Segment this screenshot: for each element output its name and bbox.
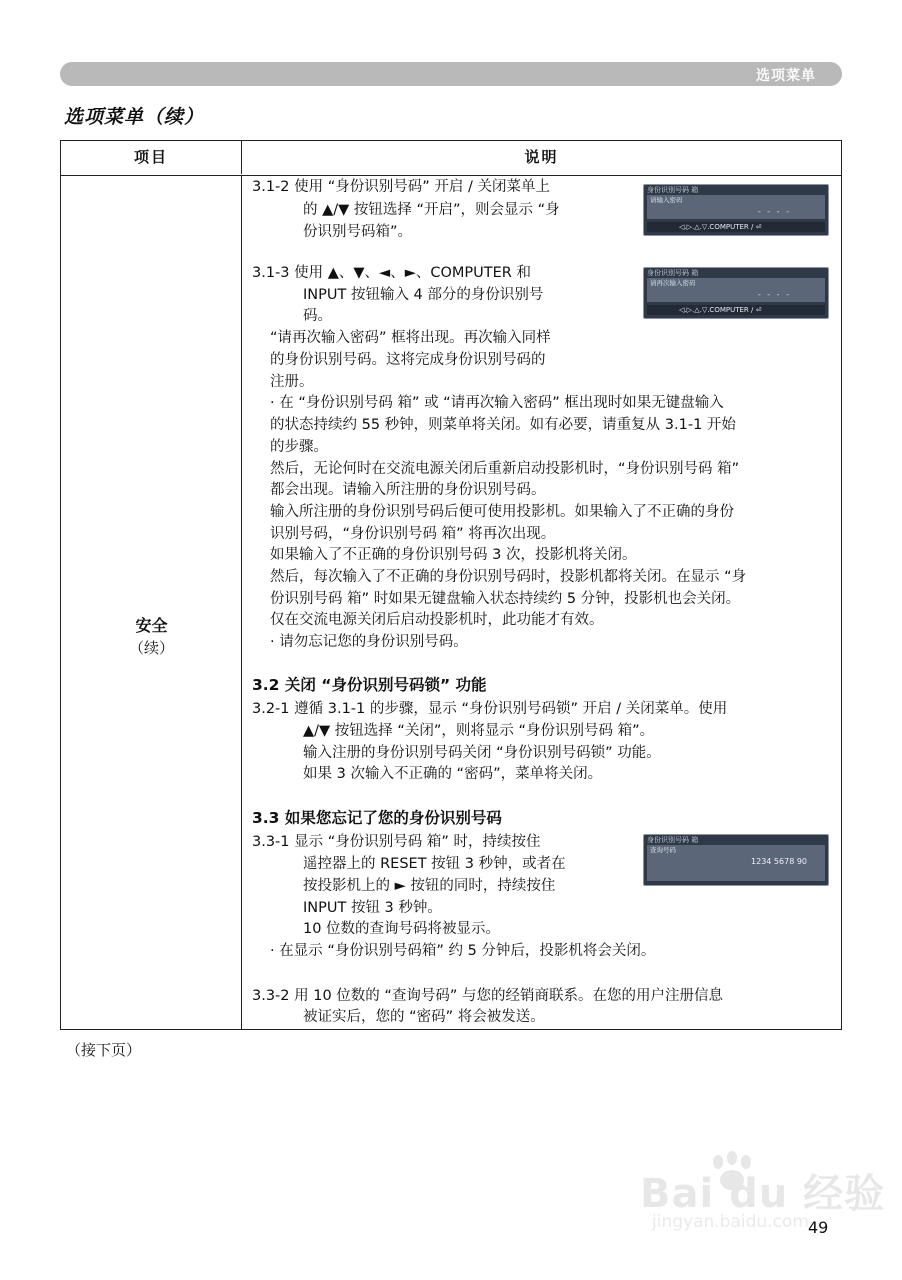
s313-line: 码。 bbox=[303, 308, 332, 324]
category-sub: （续） bbox=[128, 639, 174, 657]
screen-key-bar bbox=[647, 222, 825, 232]
s321-line: 输入注册的身份识别号码关闭 “身份识别号码锁” 功能。 bbox=[303, 745, 661, 761]
s312-line: 的 ▲/▼ 按钮选择 “开启”，则会显示 “身 bbox=[303, 202, 560, 218]
s313-line: · 请勿忘记您的身份识别号码。 bbox=[270, 634, 468, 650]
screen-body bbox=[647, 195, 825, 219]
s313-line: 都会出现。请输入所注册的身份识别号码。 bbox=[270, 482, 546, 498]
column-header-description: 说明 bbox=[524, 148, 559, 166]
screen-title: 身份识别号码 箱 bbox=[647, 269, 699, 277]
screen-prompt: 查询号码 bbox=[650, 846, 676, 854]
category-name: 安全 bbox=[135, 616, 168, 635]
screen-title: 身份识别号码 箱 bbox=[647, 836, 699, 844]
s313-line: 识别号码，“身份识别号码 箱” 将再次出现。 bbox=[270, 526, 556, 542]
s321-line: 如果 3 次输入不正确的 “密码”，菜单将关闭。 bbox=[303, 766, 603, 782]
section-3-2-title: 3.2 关闭 “身份识别号码锁” 功能 bbox=[252, 676, 487, 694]
s313-line: 输入所注册的身份识别号码后便可使用投影机。如果输入了不正确的身份 bbox=[270, 504, 734, 520]
s313-line: 仅在交流电源关闭后启动投影机时，此功能才有效。 bbox=[270, 612, 604, 628]
pin-digits: - - - - bbox=[757, 290, 791, 299]
s331-line: 3.3-1 显示 “身份识别号码 箱” 时，持续按住 bbox=[252, 834, 541, 850]
pin-box-screen bbox=[643, 184, 829, 236]
page-number: 49 bbox=[808, 1218, 829, 1237]
s312-line: 3.1-2 使用 “身份识别号码” 开启 / 关闭菜单上 bbox=[252, 179, 550, 195]
s313-line: · 在 “身份识别号码 箱” 或 “请再次输入密码” 框出现时如果无键盘输入 bbox=[270, 395, 724, 411]
s331-line: 10 位数的查询号码将被显示。 bbox=[303, 921, 501, 937]
key-hints: ◁.▷.△.▽.COMPUTER / ⏎ bbox=[679, 306, 762, 314]
watermark bbox=[640, 1150, 886, 1240]
watermark-url: jingyan.baidu.com bbox=[652, 1212, 809, 1232]
s313-line: 的状态持续约 55 秒钟，则菜单将关闭。如有必要，请重复从 3.1-1 开始 bbox=[270, 417, 736, 433]
s331-line: 按投影机上的 ► 按钮的同时，持续按住 bbox=[303, 878, 556, 894]
s313-line: 3.1-3 使用 ▲、▼、◄、►、COMPUTER 和 bbox=[252, 265, 531, 281]
s332-line: 被证实后，您的 “密码” 将会被发送。 bbox=[303, 1009, 545, 1025]
screen-prompt: 请再次输入密码 bbox=[650, 279, 696, 287]
category-cell bbox=[61, 176, 242, 1029]
section-header-bar bbox=[60, 62, 842, 86]
page-title: 选项菜单（续） bbox=[64, 106, 205, 128]
s313-line: “请再次输入密码” 框将出现。再次输入同样 bbox=[270, 330, 551, 346]
screen-body bbox=[647, 278, 825, 302]
s332-line: 3.3-2 用 10 位数的 “查询号码” 与您的经销商联系。在您的用户注册信息 bbox=[252, 988, 724, 1004]
s313-line: 如果输入了不正确的身份识别号码 3 次，投影机将关闭。 bbox=[270, 547, 637, 563]
s313-line: 的身份识别号码。这将完成身份识别号码的 bbox=[270, 352, 546, 368]
pin-reenter-screen bbox=[643, 267, 829, 319]
section-3-3-title: 3.3 如果您忘记了您的身份识别号码 bbox=[252, 809, 502, 827]
key-hints: ◁.▷.△.▽.COMPUTER / ⏎ bbox=[679, 223, 762, 231]
screen-title: 身份识别号码 箱 bbox=[647, 186, 699, 194]
inquiry-number: 1234 5678 90 bbox=[751, 857, 807, 866]
s321-line: ▲/▼ 按钮选择 “关闭”，则将显示 “身份识别号码 箱”。 bbox=[303, 723, 655, 739]
s331-line: · 在显示 “身份识别号码箱” 约 5 分钟后，投影机将会关闭。 bbox=[270, 943, 656, 959]
table-header-row bbox=[61, 141, 841, 176]
pin-digits: - - - - bbox=[757, 207, 791, 216]
s312-line: 份识别号码箱”。 bbox=[303, 224, 413, 240]
screen-prompt: 请输入密码 bbox=[650, 196, 683, 204]
screen-key-bar bbox=[647, 305, 825, 315]
screen-body bbox=[647, 845, 825, 881]
s313-line: 的步骤。 bbox=[270, 439, 328, 455]
section-label: 选项菜单 bbox=[756, 68, 816, 84]
inquiry-number-screen bbox=[643, 834, 829, 886]
s313-line: INPUT 按钮输入 4 部分的身份识别号 bbox=[303, 287, 544, 303]
continued-note: （接下页） bbox=[66, 1041, 142, 1059]
s331-line: INPUT 按钮 3 秒钟。 bbox=[303, 900, 442, 916]
s313-line: 然后，每次输入了不正确的身份识别号码时，投影机都将关闭。在显示 “身 bbox=[270, 569, 747, 585]
s313-line: 注册。 bbox=[270, 374, 314, 390]
s321-line: 3.2-1 遵循 3.1-1 的步骤，显示 “身份识别号码锁” 开启 / 关闭菜单。使用 bbox=[252, 701, 728, 717]
watermark-brand: Bai du 经验 bbox=[640, 1171, 886, 1217]
s313-line: 份识别号码 箱” 时如果无键盘输入状态持续约 5 分钟，投影机也会关闭。 bbox=[270, 591, 741, 607]
s313-line: 然后，无论何时在交流电源关闭后重新启动投影机时，“身份识别号码 箱” bbox=[270, 461, 740, 477]
column-header-item: 项目 bbox=[61, 141, 242, 174]
s331-line: 遥控器上的 RESET 按钮 3 秒钟，或者在 bbox=[303, 856, 566, 872]
